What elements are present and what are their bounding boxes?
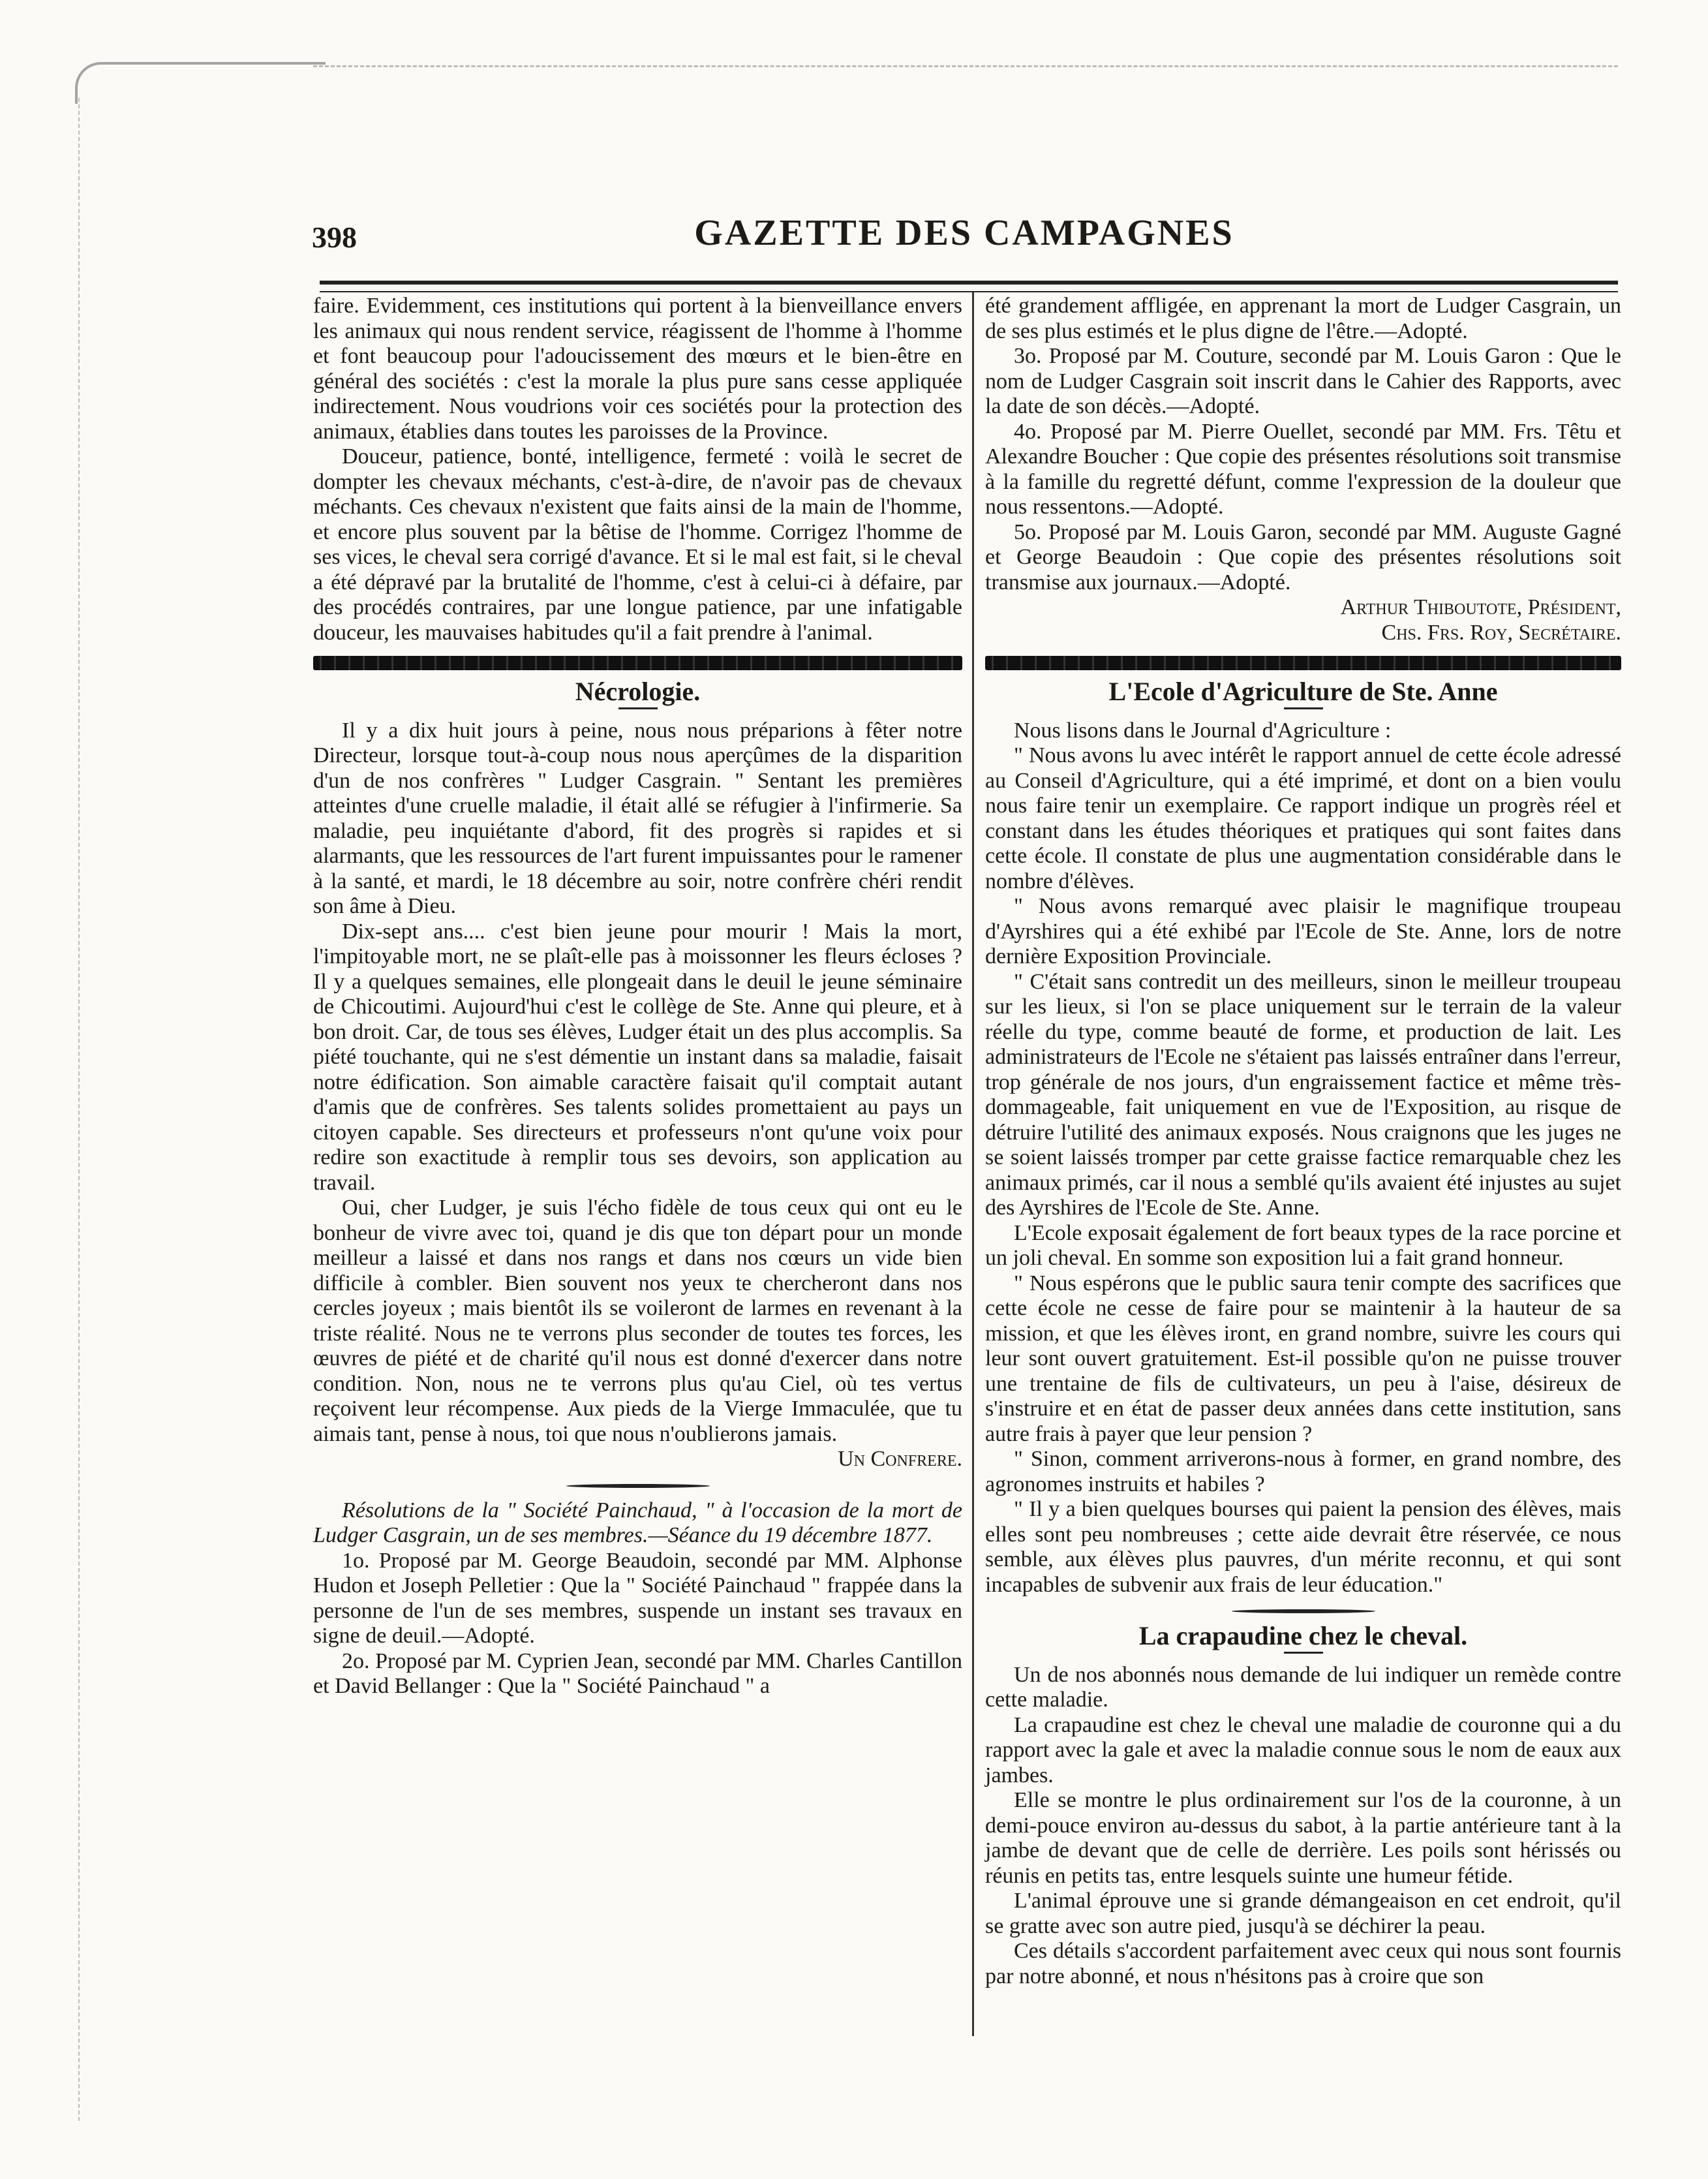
article-paragraph: " Sinon, comment arriverons-nous à former, en grand nombre, des agronomes instruits et habiles ? [985, 1447, 1621, 1496]
resolution-item: été grandement affligée, en apprenant la mort de Ludger Casgrain, un de ses plus estimés et le plus digne de l'être.—Adopté. [985, 294, 1621, 343]
article-paragraph: Nous lisons dans le Journal d'Agriculture : [1014, 718, 1392, 743]
right-column [985, 294, 1621, 1989]
section-separator [985, 656, 1621, 670]
section-title-necrologie: Nécrologie. [575, 677, 701, 706]
scan-artifact-edge [78, 98, 80, 2121]
title-rule [618, 707, 658, 709]
resolution-item: 5o. Proposé par M. Louis Garon, secondé par MM. Auguste Gagné et George Beaudoin : Que copie des présentes résolutions soit transmise aux journaux.—Adopté. [985, 519, 1621, 595]
page-header [312, 212, 1617, 258]
article-paragraph: L'Ecole exposait également de fort beaux types de la race porcine et un joli cheval. En somme son exposition lui a fait grand honneur. [985, 1220, 1621, 1270]
header-rule [320, 281, 1618, 292]
resolution-item: 1o. Proposé par M. George Beaudoin, secondé par MM. Alphonse Hudon et Joseph Pelletier : Que la " Société Painchaud " frappée dans la personne de l'un de ses membres, suspende un instant ses travaux en signe de deuil.—Adopté. [313, 1548, 962, 1648]
section-title-ecole: L'Ecole d'Agriculture de Ste. Anne [1108, 677, 1498, 706]
article-paragraph: " Nous avons lu avec intérêt le rapport annuel de cette école adressé au Conseil d'Agriculture, qui a été imprimé, et dont on a bien voulu nous faire tenir un exemplaire. Ce rapport indique un progrès réel et constant dans les études théoriques et pratiques qui sont faites dans cette école. Il constate de plus une augmentation considérable dans le nombre d'élèves. [985, 743, 1621, 893]
article-paragraph: " Il y a bien quelques bourses qui paient la pension des élèves, mais elles sont peu nombreuses ; cette aide devrait être réservée, ce nous semble, aux élèves plus pauvres, d'un mérite reconnu, et qui sont incapables de subvenir aux frais de leur éducation." [985, 1497, 1621, 1597]
article-paragraph: Oui, cher Ludger, je suis l'écho fidèle de tous ceux qui ont eu le bonheur de vivre avec toi, quand je dis que ton départ pour un monde meilleur a laissé et dans nos rangs et dans nos cœurs un vide bien difficile à combler. Bien souvent nos yeux te chercheront dans nos cercles joyeux ; mais bientôt ils se voileront de larmes en revenant à la triste réalité. Nous ne te verrons plus seconder de toutes tes forces, les œuvres de piété et de charité qu'il nous est donné d'exercer dans notre condition. Non, nous ne te verrons plus qu'au Ciel, où tes vertus reçoivent leur récompense. Aux pieds de la Vierge Immaculée, que tu aimais tant, pense à nous, toi que nous n'oublierons jamais. [313, 1196, 962, 1446]
left-column [313, 294, 962, 1699]
article-paragraph: faire. Evidemment, ces institutions qui portent à la bienveillance envers les animaux qui nous rendent service, réagissent de l'homme à l'homme et font beaucoup pour l'adoucissement des mœurs et le bien-être en général des sociétés : c'est la morale la plus pure sans cesse appliquée indirectement. Nous voudrions voir ces sociétés pour la protection des animaux, établies dans toutes les paroisses de la Province. [313, 294, 962, 444]
resolutions-heading: Résolutions de la " Société Painchaud, " à l'occasion de la mort de Ludger Casgrain, un de ses membres.—Séance du 19 décembre 1877. [313, 1498, 962, 1547]
ornamental-rule [1232, 1609, 1375, 1613]
article-paragraph: Dix-sept ans.... c'est bien jeune pour mourir ! Mais la mort, l'impitoyable mort, ne se plaît-elle pas à moissonner les fleurs écloses ? Il y a quelques semaines, elle plongeait dans le deuil le jeune séminaire de Chicoutimi. Aujourd'hui c'est le collège de Ste. Anne qui pleure, et à bon droit. Car, de tous ses élèves, Ludger était un des plus accomplis. Sa piété touchante, qui ne s'est démentie un instant dans sa maladie, faisait notre édification. Son aimable caractère faisait qu'il comptait autant d'amis que de confrères. Ses talents solides promettaient au pays un citoyen capable. Ses directeurs et professeurs n'ont qu'une voix pour redire son exactitude à remplir tous ses devoirs, son application au travail. [313, 919, 962, 1195]
article-paragraph: " C'était sans contredit un des meilleurs, sinon le meilleur troupeau sur les lieux, si l'on se place uniquement sur le terrain de la valeur réelle du type, comme beauté de forme, et production de lait. Les administrateurs de l'Ecole ne s'étaient pas laissés entraîner dans l'erreur, trop générale de nos jours, d'un engraissement factice et même très-dommageable, fait uniquement en vue de l'Exposition, au risque de détruire l'utilité des animaux exposés. Nous craignons que les juges ne se soient laissés tromper par cette graisse factice remarquable chez les animaux primés, car il nous a semblé qu'ils avaient été injustes au sujet des Ayrshires de l'Ecole de Ste. Anne. [985, 969, 1621, 1220]
title-rule [1284, 1652, 1323, 1654]
section-title-crapaudine: La crapaudine chez le cheval. [1138, 1621, 1468, 1650]
article-paragraph: " Nous avons remarqué avec plaisir le magnifique troupeau d'Ayrshires qui a été exhibé par l'Ecole de Ste. Anne, lors de notre dernière Exposition Provinciale. [985, 894, 1621, 968]
article-paragraph: Ces détails s'accordent parfaitement avec ceux qui nous sont fournis par notre abonné, et nous n'hésitons pas à croire que son [985, 1939, 1621, 1988]
article-paragraph: Douceur, patience, bonté, intelligence, fermeté : voilà le secret de dompter les chevaux méchants, c'est-à-dire, de n'avoir pas de chevaux méchants. Ces chevaux n'existent que faits ainsi de la main de l'homme, et encore plus souvent par la bêtise de l'homme. Corrigez l'homme de ses vices, le cheval sera corrigé d'avance. Et si le mal est fait, si le cheval a été dépravé par la brutalité de l'homme, c'est à celui-ci à défaire, par des procédés contraires, par une longue patience, par une infatigable douceur, les mauvaises habitudes qu'il a fait prendre à l'animal. [313, 444, 962, 645]
article-paragraph: " Nous espérons que le public saura tenir compte des sacrifices que cette école ne cesse de faire pour se maintenir à la hauteur de sa mission, et que les élèves iront, en grand nombre, suivre les cours qui leur sont ouvert gratuitement. Est-il possible qu'on ne puisse trouver une trentaine de fils de cultivateurs, un peu à l'aise, désireux de s'instruire et en état de passer deux années dans cette institution, sans autre frais à payer que leur pension ? [985, 1271, 1621, 1446]
signature-president: Arthur Thiboutote, Président, [1340, 595, 1621, 619]
resolution-item: 2o. Proposé par M. Cyprien Jean, secondé par MM. Charles Cantillon et David Bellanger : Que la " Société Painchaud " a [313, 1648, 962, 1698]
article-paragraph: Il y a dix huit jours à peine, nous nous préparions à fêter notre Directeur, lorsque tout-à-coup nous nous aperçûmes de la disparition d'un de nos confrères " Ludger Casgrain. " Sentant les premières atteintes d'une cruelle maladie, il était allé se réfugier à l'infirmerie. Sa maladie, peu inquiétante d'abord, fit des progrès si rapides et si alarmants, que les ressources de l'art furent impuissantes pour le ramener à la santé, et mardi, le 18 décembre au soir, notre confrère chéri rendit son âme à Dieu. [313, 718, 962, 918]
scan-artifact-corner [75, 62, 326, 104]
section-separator [313, 656, 962, 670]
article-paragraph: Un de nos abonnés nous demande de lui indiquer un remède contre cette maladie. [985, 1662, 1621, 1712]
article-paragraph: Elle se montre le plus ordinairement sur l'os de la couronne, à un demi-pouce environ au-dessus du sabot, à la partie antérieure tant à la jambe de devant que de celle de derrière. Les poils sont hérissés ou réunis en petits tas, entre lesquels suinte une humeur fétide. [985, 1788, 1621, 1888]
column-divider [972, 292, 974, 2036]
signature-secretary: Chs. Frs. Roy, Secrétaire. [1381, 620, 1621, 645]
article-paragraph: La crapaudine est chez le cheval une maladie de couronne qui a du rapport avec la gale et avec la maladie connue sous le nom de eaux aux jambes. [985, 1712, 1621, 1787]
resolution-item: 3o. Proposé par M. Couture, secondé par M. Louis Garon : Que le nom de Ludger Casgrain soit inscrit dans le Cahier des Rapports, avec la date de son décès.—Adopté. [985, 344, 1621, 418]
title-rule [1284, 707, 1323, 709]
page-number: 398 [312, 221, 357, 254]
ornamental-rule [566, 1484, 710, 1488]
author-signature: Un Confrere. [838, 1447, 962, 1471]
resolution-item: 4o. Proposé par M. Pierre Ouellet, secondé par MM. Frs. Têtu et Alexandre Boucher : Que copie des présentes résolutions soit transmise à la famille du regretté défunt, comme l'expression de la douleur que nous ressentons.—Adopté. [985, 419, 1621, 519]
scan-artifact-line [313, 65, 1618, 67]
masthead-title: GAZETTE DES CAMPAGNES [694, 213, 1234, 253]
article-paragraph: L'animal éprouve une si grande démangeaison en cet endroit, qu'il se gratte avec son autre pied, jusqu'à se déchirer la peau. [985, 1889, 1621, 1938]
